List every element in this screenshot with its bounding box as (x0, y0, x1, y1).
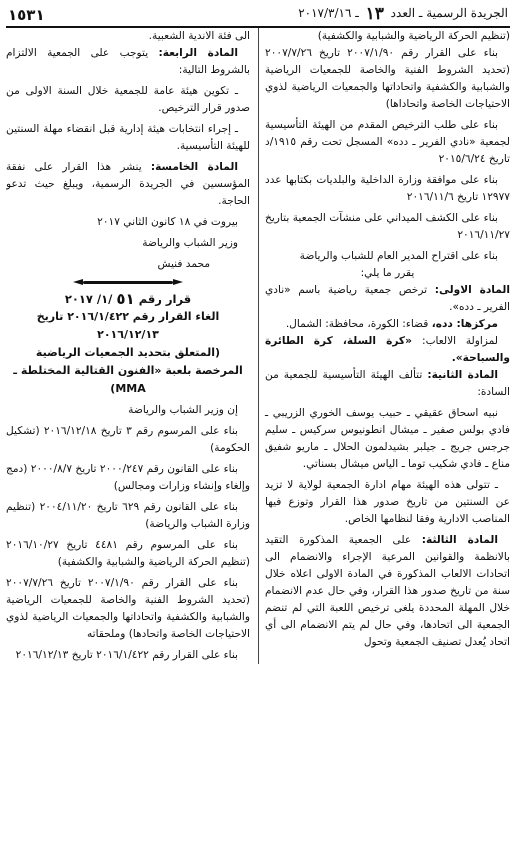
paragraph: بناء على اقتراح المدير العام للشباب والرياضة (299, 250, 498, 262)
decision-subject-1: الغاء القرار رقم ٢٠١٦/١/٤٢٢ تاريخ ٢٠١٦/١٢/١٣ (36, 310, 220, 341)
place-date: بيروت في ١٨ كانون الثاني ٢٠١٧ (97, 216, 238, 228)
decision-suffix: /١/ ٢٠١٧ (64, 292, 113, 306)
article-label: المادة الثانية: (427, 369, 498, 381)
paragraph: بناء على موافقة وزارة الداخلية والبلديات بكتابها عدد ١٢٩٧٧ تاريخ ٢٠١٦/١١/٦ (265, 174, 510, 203)
condition-item: ـ إجراء انتخابات هيئة إدارية قبل انقضاء مهلة السنتين للهيئة التأسيسية. (6, 123, 250, 152)
section-divider (6, 281, 250, 284)
article-3 (265, 532, 510, 651)
location-text: قضاء: الكورة، محافظة: الشمال. (285, 318, 432, 330)
paragraph: (تنظيم الحركة الرياضية والشبابية والكشفية) (317, 30, 510, 42)
article-label: المادة الخامسة: (150, 161, 238, 173)
article-4 (6, 45, 250, 79)
decision-title (6, 290, 250, 308)
minister-intro: إن وزير الشباب والرياضة (128, 404, 238, 416)
decision-subject-2: (المتعلق بتحديد الجمعيات الرياضية (35, 346, 221, 359)
location-label: مركزها: دده، (431, 318, 498, 330)
article-1-location (265, 316, 510, 333)
article-text: على الجمعية المذكورة التقيد بالانظمة والقوانين المرعية الإجراء والانضمام الى اتحادات الالعاب المذكورة في المادة الاولى اعلاه خلال سنة من تاريخ صدور هذا القرار، وفي حال عدم الانضمام خلال المهلة المحددة يلغى ترخيص اللعبة التي لم تنضم الجمعية الى اتحادها، وفي حال لم يتم الانضمام الى أي اتحاد يُعدل تصنيف الجمعية وتحول (265, 534, 510, 648)
decision-prefix: قرار رقم (138, 292, 192, 306)
decision-subject-3: المرخصة بلعبة «الفنون القتالية المختلطة ـ MMA) (13, 364, 243, 395)
left-column (6, 28, 258, 664)
paragraph: بناء على الكشف الميداني على منشآت الجمعية بتاريخ ٢٠١٦/١١/٢٧ (265, 212, 510, 241)
legal-basis: بناء على القرار رقم ٢٠١٦/١/٤٢٢ تاريخ ٢٠١٦/١٢/١٣ (15, 649, 238, 661)
page-number: ١٥٣١ (8, 6, 45, 24)
legal-basis: بناء على المرسوم رقم ٤٤٨١ تاريخ ٢٠١٦/١٠/٢٧ (تنظيم الحركة الرياضية والشبابية والكشفية) (6, 539, 250, 568)
legal-basis: بناء على القرار رقم ٢٠٠٧/١/٩٠ تاريخ ٢٠٠٧/٧/٢٦ (تحديد الشروط الفنية والخاصة للجمعيات الرياضية والشبابية والكشفية واتحاداتها والجمعيات الرياضية لذوي الاحتياجات الخاصة واتحادها) وملحقاته (6, 577, 250, 640)
body-columns (6, 28, 510, 664)
condition-item: ـ تكوين هيئة عامة للجمعية خلال السنة الاولى من صدور قرار الترخيص. (6, 85, 250, 114)
article-text: تتألف الهيئة التأسيسية للجمعية من السادة: (265, 369, 510, 398)
article-1 (265, 282, 510, 316)
paragraph: الى فئة الاندية الشعبية. (148, 30, 250, 42)
founders-list: نبيه اسحاق عقيقي ـ حبيب يوسف الخوري الزريبي ـ فادي بولس صفير ـ ميشال انطونيوس سركيس ـ سليم جرجس جريج ـ جيلبر بشيدلمون الحلال ـ ماريو شفيق مناع ـ فادي شكيب توما ـ الياس ميشال بسناتي. (265, 407, 510, 470)
legal-basis: بناء على القانون رقم ٦٢٩ تاريخ ٢٠٠٤/١١/٢٠ (تنظيم وزارة الشباب والرياضة) (6, 501, 250, 530)
decision-number: ٥١ (116, 290, 135, 308)
legal-basis: بناء على القانون رقم ٢٠٠٠/٢٤٧ تاريخ ٢٠٠٠/٨/٧ (دمج وإلغاء وإنشاء وزارات ومجالس) (6, 463, 250, 492)
article-text: يتوجب على الجمعية الالتزام بالشروط التالية: (6, 47, 250, 76)
article-5 (6, 159, 250, 210)
gazette-name: الجريدة الرسمية ـ العدد (390, 6, 508, 20)
gazette-title (298, 4, 508, 24)
article-text: ترخص جمعية رياضية باسم «نادي الفرير ـ دده». (265, 284, 510, 313)
legal-basis: بناء على المرسوم رقم ٣ تاريخ ٢٠١٦/١٢/١٨ (تشكيل الحكومة) (6, 425, 250, 454)
article-2-note: ـ تتولى هذه الهيئة مهام ادارة الجمعية لولاية لا تزيد عن السنتين من تاريخ صدور هذا القرار وتوزع فيها المناصب الادارية وفقا لنظامها الخاص. (265, 479, 510, 525)
right-column (258, 28, 510, 664)
article-text: ينشر هذا القرار على نفقة المؤسسين في الجريدة الرسمية، ويبلغ حيث تدعو الحاجة. (6, 161, 250, 207)
page-header (6, 4, 510, 28)
article-2 (265, 367, 510, 401)
paragraph: بناء على القرار رقم ٢٠٠٧/١/٩٠ تاريخ ٢٠٠٧/٧/٢٦ (تحديد الشروط الفنية والخاصة للجمعيات الرياضية والشبابية والكشفية واتحاداتها والجمعيات الرياضية لذوي الاحتياجات الخاصة واتحاداها) (265, 47, 510, 110)
issue-number: ١٣ (365, 4, 384, 24)
paragraph: بناء على طلب الترخيص المقدم من الهيئة التأسيسية لجمعية «نادي الفرير ـ دده» المسجل تحت رقم ١٩١٥/د تاريخ ٢٠١٥/٦/٢٤ (265, 119, 510, 165)
decides-heading: يقرر ما يلي: (360, 267, 415, 279)
issue-date: ـ ٢٠١٧/٣/١٦ (298, 6, 359, 20)
games-text: «كرة السلة، كرة الطائرة والسباحة». (265, 335, 510, 364)
games-label: لمزاولة الالعاب: (422, 335, 498, 347)
signer-name: محمد فنيش (157, 258, 210, 270)
article-1-games (265, 333, 510, 367)
article-label: المادة الاولى: (434, 284, 510, 296)
signer-title: وزير الشباب والرياضة (142, 237, 238, 249)
article-label: المادة الثالثة: (421, 534, 498, 546)
article-label: المادة الرابعة: (158, 47, 238, 59)
